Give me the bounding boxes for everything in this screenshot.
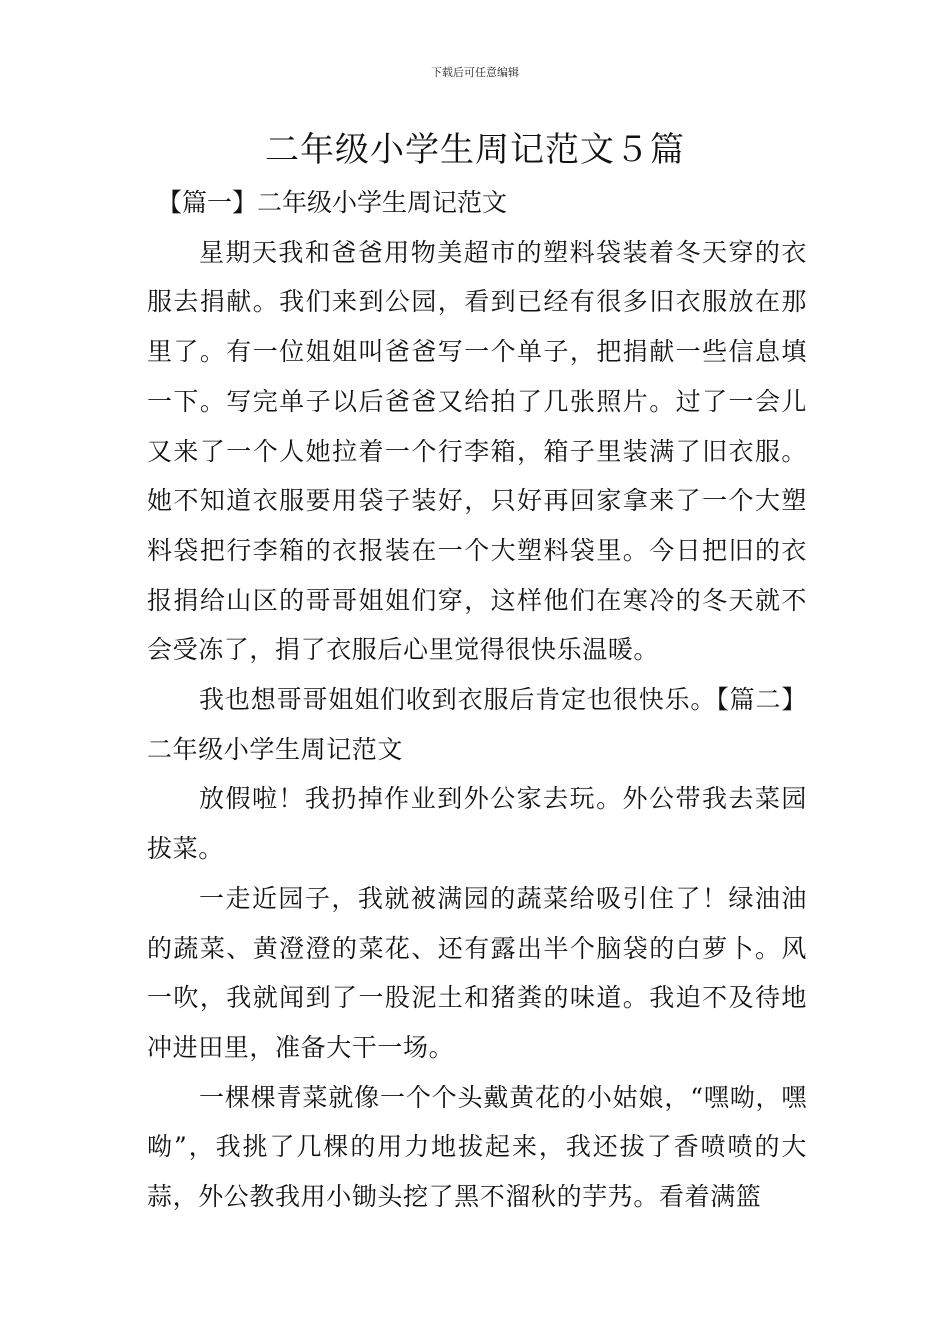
document-body [147,178,807,1222]
paragraph-holiday: 放假啦！我扔掉作业到外公家去玩。外公带我去菜园拔菜。 [147,784,807,864]
page-title: 二年级小学生周记范文５篇 [265,130,685,170]
paragraph-garden: 一走近园子，我就被满园的蔬菜给吸引住了！绿油油的蔬菜、黄澄澄的菜花、还有露出半个脑袋的白萝卜。风一吹，我就闻到了一股泥土和猪粪的味道。我迫不及待地冲进田里，准备大干一场。 [147,883,807,1062]
header-note: 下载后可任意编辑 [431,66,519,79]
section-heading-one: 【篇一】二年级小学生周记范文 [157,188,508,217]
paragraph-happy-and-section-two: 我也想哥哥姐姐们收到衣服后肯定也很快乐。【篇二】二年级小学生周记范文 [147,685,807,764]
paragraph-vegetables: 一棵棵青菜就像一个个头戴黄花的小姑娘，“嘿呦，嘿呦”，我挑了几棵的用力地拔起来，我还拔了香喷喷的大蒜，外公教我用小锄头挖了黑不溜秋的芋艿。看着满篮 [147,1082,807,1212]
paragraph-donation: 星期天我和爸爸用物美超市的塑料袋装着冬天穿的衣服去捐献。我们来到公园，看到已经有很多旧衣服放在那里了。有一位姐姐叫爸爸写一个单子，把捐献一些信息填一下。写完单子以后爸爸又给拍了几张照片。过了一会儿又来了一个人她拉着一个行李箱，箱子里装满了旧衣服。她不知道衣服要用袋子装好，只好再回家拿来了一个大塑料袋把行李箱的衣报装在一个大塑料袋里。今日把旧的衣报捐给山区的哥哥姐姐们穿，这样他们在寒冷的冬天就不会受冻了，捐了衣服后心里觉得很快乐温暖。 [147,237,807,665]
